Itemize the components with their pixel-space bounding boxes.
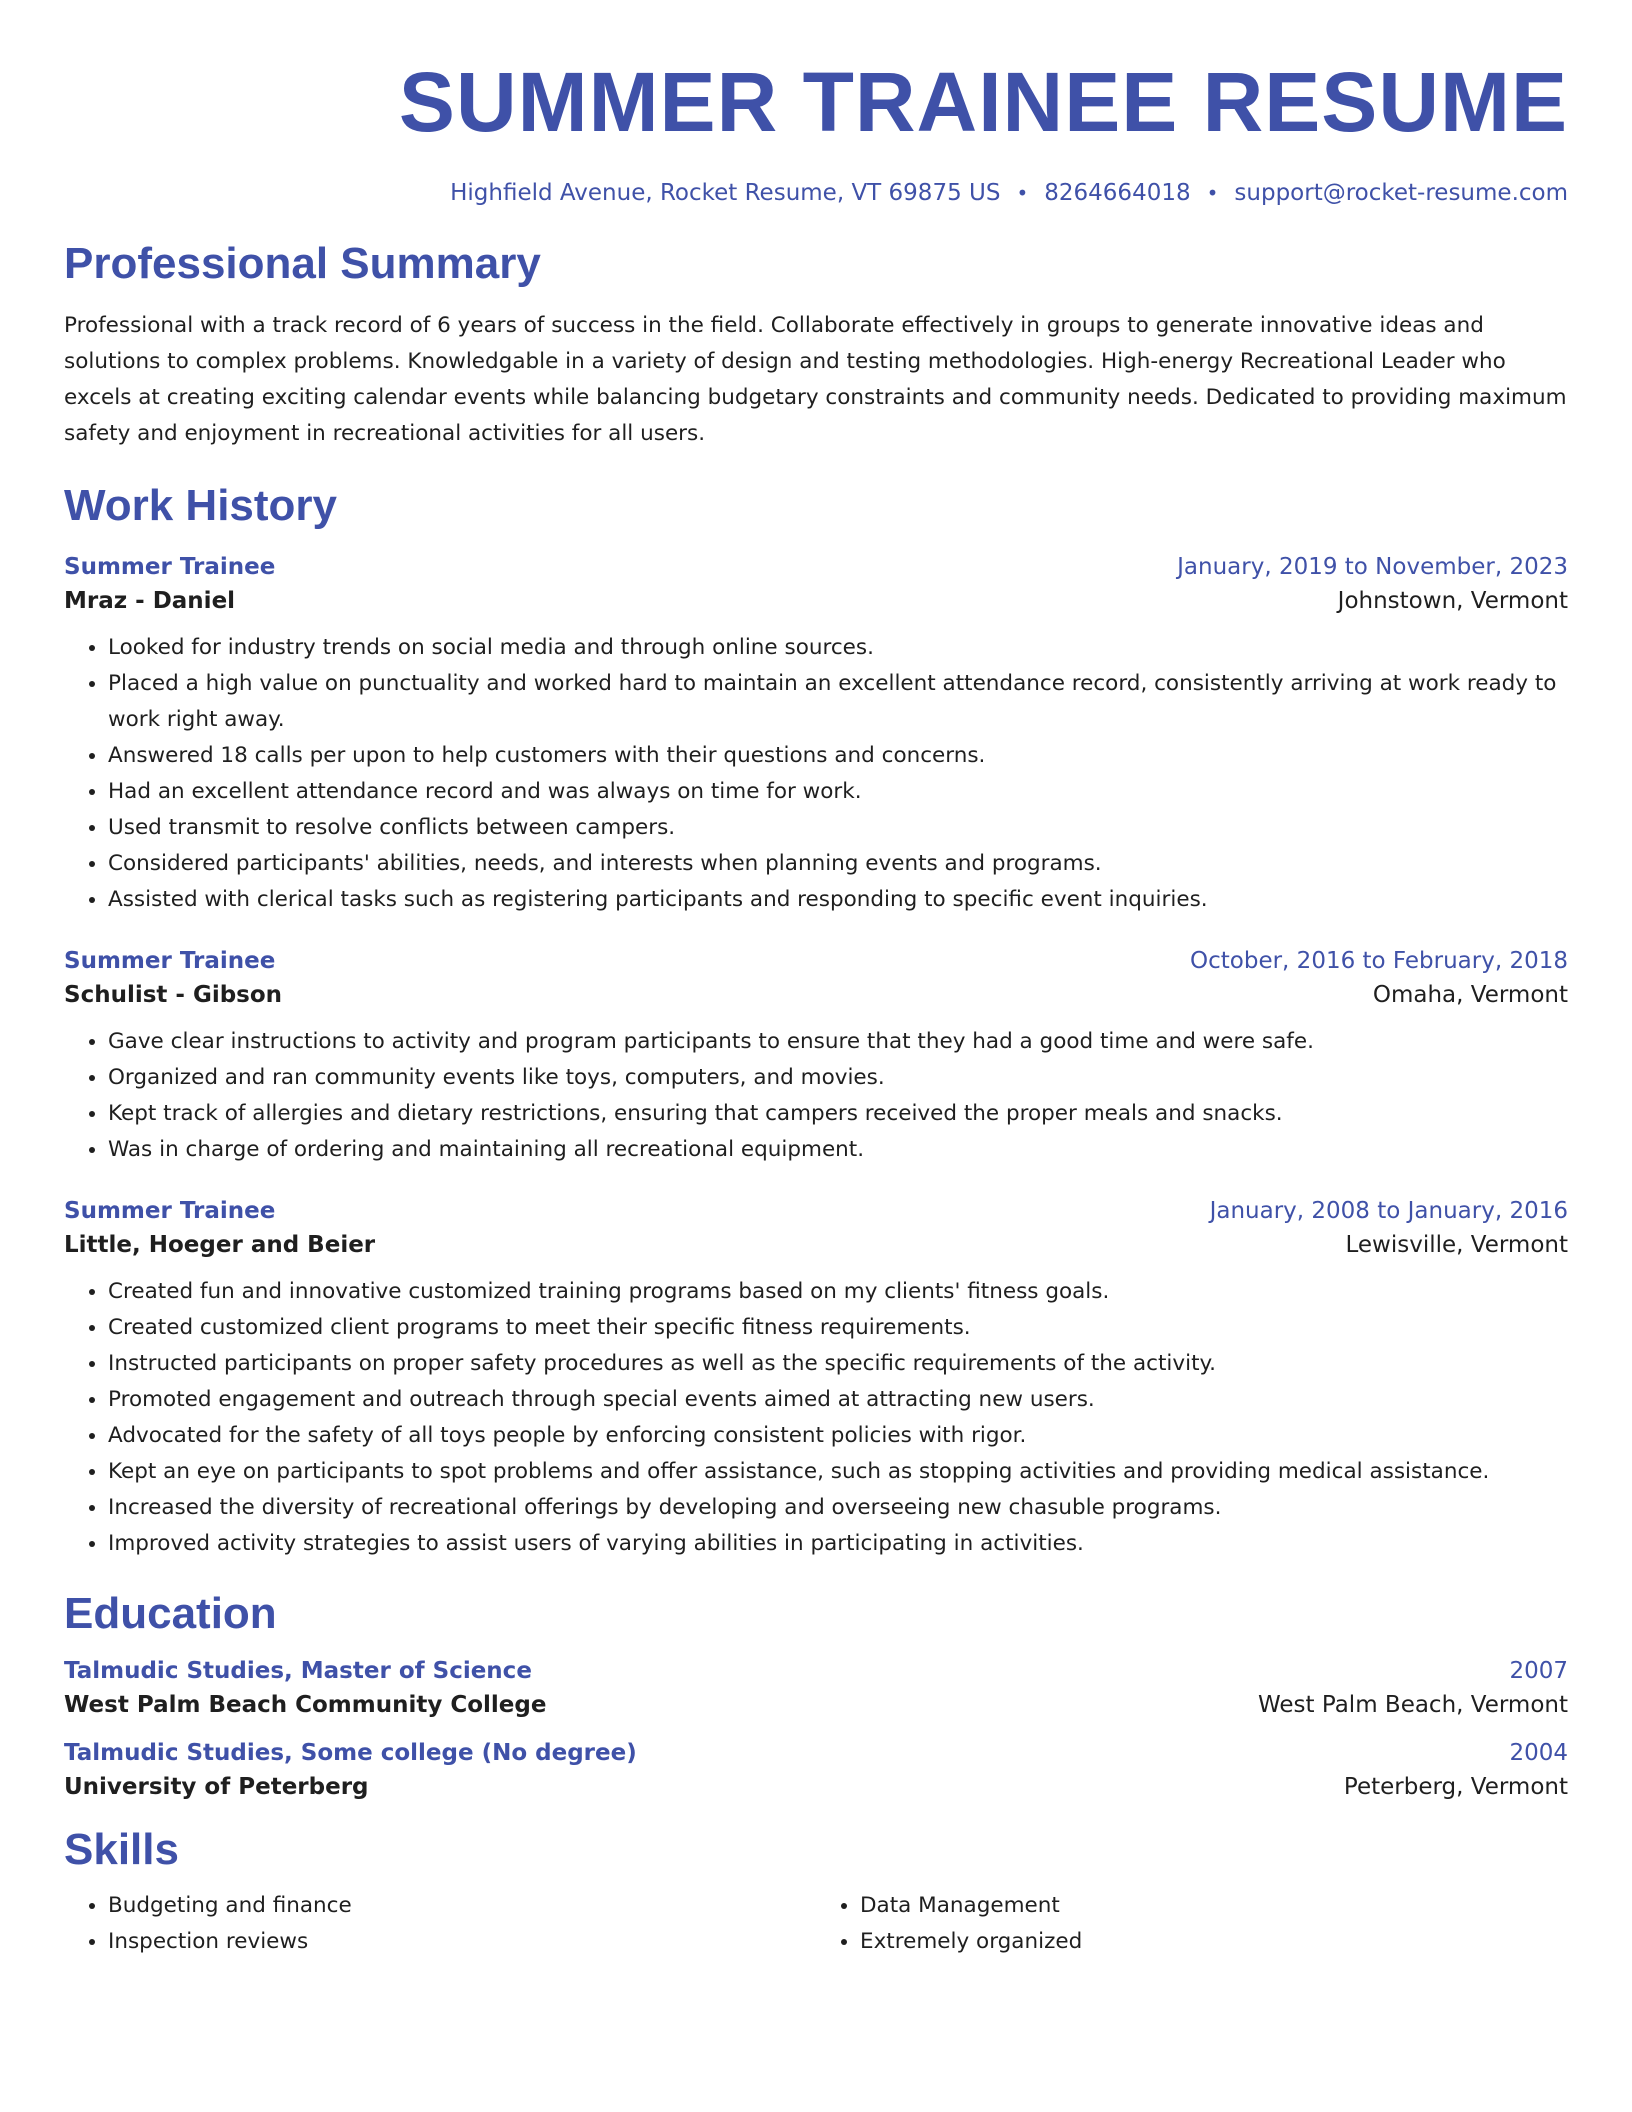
list-item: • Looked for industry trends on social media and through online sources. xyxy=(108,630,1568,666)
section-title-skills: Skills xyxy=(64,1825,179,1874)
list-item: • Increased the diversity of recreational offerings by developing and overseeing new chasuble programs. xyxy=(108,1490,1568,1526)
list-item: • Kept track of allergies and dietary restrictions, ensuring that campers received the proper meals and snacks. xyxy=(108,1096,1568,1132)
list-item: • Assisted with clerical tasks such as registering participants and responding to specific event inquiries. xyxy=(108,882,1568,918)
education-header xyxy=(64,1658,1568,1684)
resume-header xyxy=(64,0,1568,206)
job-company: Schulist - Gibson xyxy=(64,982,283,1008)
job-company: Little, Hoeger and Beier xyxy=(64,1232,376,1258)
job-entry xyxy=(64,1198,1568,1562)
education-location: Peterberg, Vermont xyxy=(1343,1774,1568,1800)
resume-title: SUMMER TRAINEE RESUME xyxy=(398,55,1568,149)
list-item: • Promoted engagement and outreach through special events aimed at attracting new users. xyxy=(108,1382,1568,1418)
list-item: • Data Management xyxy=(860,1888,1568,1924)
job-location: Lewisville, Vermont xyxy=(1345,1232,1568,1258)
list-item: • Placed a high value on punctuality and worked hard to maintain an excellent attendance record, consistently arriving at work ready to work right away. xyxy=(108,666,1568,738)
contact-line xyxy=(64,180,1568,206)
job-bullets xyxy=(64,1274,1568,1562)
education-year: 2004 xyxy=(1509,1740,1568,1766)
education-section xyxy=(64,1589,1568,1800)
list-item: • Created fun and innovative customized training programs based on my clients' fitness goals. xyxy=(108,1274,1568,1310)
contact-separator: • xyxy=(1016,181,1029,205)
list-item: • Inspection reviews xyxy=(108,1924,816,1960)
contact-separator: • xyxy=(1206,181,1219,205)
education-entry xyxy=(64,1658,1568,1718)
list-item: • Budgeting and finance xyxy=(108,1888,816,1924)
list-item: • Created customized client programs to meet their specific fitness requirements. xyxy=(108,1310,1568,1346)
summary-text: Professional with a track record of 6 years of success in the field. Collaborate effectively in groups to generate innovative ideas and solutions to complex problems. Knowledgable in a variety of design and testing methodologies. High-energy Recreational Leader who excels at creating exciting calendar events while balancing budgetary constraints and community needs. Dedicated to providing maximum safety and enjoyment in recreational activities for all users. xyxy=(64,313,1567,446)
education-school: University of Peterberg xyxy=(64,1774,369,1800)
list-item: • Kept an eye on participants to spot problems and offer assistance, such as stopping activities and providing medical assistance. xyxy=(108,1454,1568,1490)
list-item: • Advocated for the safety of all toys people by enforcing consistent policies with rigor. xyxy=(108,1418,1568,1454)
skills-list-right xyxy=(816,1888,1568,1960)
job-bullets xyxy=(64,1024,1568,1168)
job-subheader xyxy=(64,588,1568,614)
education-subheader xyxy=(64,1692,1568,1718)
list-item: • Was in charge of ordering and maintaining all recreational equipment. xyxy=(108,1132,1568,1168)
summary-section xyxy=(64,239,1568,452)
job-company: Mraz - Daniel xyxy=(64,588,236,614)
job-location: Johnstown, Vermont xyxy=(1337,588,1568,614)
education-header xyxy=(64,1740,1568,1766)
education-school: West Palm Beach Community College xyxy=(64,1692,547,1718)
job-role: Summer Trainee xyxy=(64,948,276,974)
list-item: • Answered 18 calls per upon to help customers with their questions and concerns. xyxy=(108,738,1568,774)
job-entry xyxy=(64,948,1568,1168)
education-entry xyxy=(64,1740,1568,1800)
education-degree: Talmudic Studies, Some college (No degree) xyxy=(64,1740,637,1766)
education-degree: Talmudic Studies, Master of Science xyxy=(64,1658,532,1684)
job-dates: January, 2008 to January, 2016 xyxy=(1209,1198,1568,1224)
skills-section xyxy=(64,1825,1568,1960)
list-item: • Considered participants' abilities, needs, and interests when planning events and programs. xyxy=(108,846,1568,882)
job-header xyxy=(64,1198,1568,1224)
list-item: • Gave clear instructions to activity and program participants to ensure that they had a good time and were safe. xyxy=(108,1024,1568,1060)
section-title-work: Work History xyxy=(64,481,338,530)
job-role: Summer Trainee xyxy=(64,554,276,580)
list-item: • Had an excellent attendance record and was always on time for work. xyxy=(108,774,1568,810)
job-dates: January, 2019 to November, 2023 xyxy=(1177,554,1568,580)
job-role: Summer Trainee xyxy=(64,1198,276,1224)
job-header xyxy=(64,554,1568,580)
education-location: West Palm Beach, Vermont xyxy=(1258,1692,1568,1718)
list-item: • Used transmit to resolve conflicts between campers. xyxy=(108,810,1568,846)
contact-phone: 8264664018 xyxy=(1044,180,1191,206)
job-subheader xyxy=(64,1232,1568,1258)
skills-columns xyxy=(64,1888,1568,1960)
job-location: Omaha, Vermont xyxy=(1372,982,1568,1008)
education-year: 2007 xyxy=(1509,1658,1568,1684)
contact-email: support@rocket-resume.com xyxy=(1234,180,1568,206)
job-header xyxy=(64,948,1568,974)
work-section xyxy=(64,481,1568,1562)
list-item: • Extremely organized xyxy=(860,1924,1568,1960)
list-item: • Organized and ran community events like toys, computers, and movies. xyxy=(108,1060,1568,1096)
contact-address: Highfield Avenue, Rocket Resume, VT 69875 US xyxy=(450,180,1001,206)
education-subheader xyxy=(64,1774,1568,1800)
job-entry xyxy=(64,554,1568,918)
job-dates: October, 2016 to February, 2018 xyxy=(1190,948,1568,974)
section-title-summary: Professional Summary xyxy=(64,239,541,288)
job-bullets xyxy=(64,630,1568,918)
section-title-education: Education xyxy=(64,1589,277,1638)
job-subheader xyxy=(64,982,1568,1008)
skills-list-left xyxy=(64,1888,816,1960)
list-item: • Improved activity strategies to assist users of varying abilities in participating in activities. xyxy=(108,1526,1568,1562)
list-item: • Instructed participants on proper safety procedures as well as the specific requirements of the activity. xyxy=(108,1346,1568,1382)
